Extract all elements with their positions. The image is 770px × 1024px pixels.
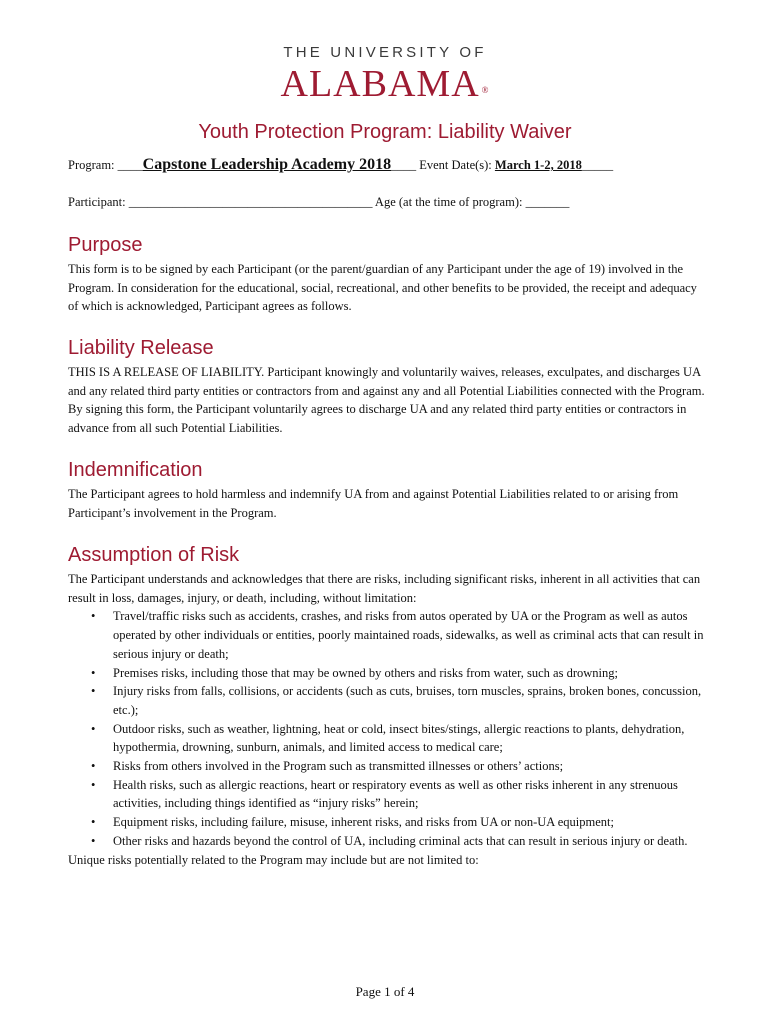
age-blank: _______ bbox=[525, 195, 570, 209]
program-label: Program: bbox=[68, 158, 118, 172]
indemnification-section bbox=[68, 458, 708, 522]
event-date-label: Event Date(s): bbox=[416, 158, 495, 172]
list-item: • Injury risks from falls, collisions, or accidents (such as cuts, bruises, torn muscles, sprains, broken bones, concussion, etc.); bbox=[113, 682, 708, 719]
age-label: Age (at the time of program): bbox=[372, 195, 526, 209]
registered-mark: ® bbox=[481, 85, 490, 95]
liability-release-heading: Liability Release bbox=[68, 337, 214, 359]
participant-blank: _______________________________________ bbox=[128, 195, 373, 209]
page-number: Page 1 of 4 bbox=[355, 984, 415, 999]
list-item: • Health risks, such as allergic reactions, heart or respiratory events as well as other risks inherent in any strenuous activities, including things identified as “injury risks” herein; bbox=[113, 776, 708, 813]
program-blank-lead: ____ bbox=[117, 158, 143, 172]
participant-line bbox=[68, 195, 569, 210]
logo-main-text: ALABAMA bbox=[280, 63, 480, 105]
indemnification-heading: Indemnification bbox=[68, 459, 203, 481]
liability-release-section bbox=[68, 336, 708, 438]
list-item: • Outdoor risks, such as weather, lightning, heat or cold, insect bites/stings, allergic reactions to plants, dehydration, hypothermia, drowning, sunburn, animals, and limited access to medical care; bbox=[113, 720, 708, 757]
risk-outro-text: Unique risks potentially related to the Program may include but are not limited to: bbox=[68, 852, 479, 867]
program-blank-trail: ____ bbox=[391, 158, 417, 172]
assumption-of-risk-section bbox=[68, 543, 708, 869]
list-item: • Travel/traffic risks such as accidents, crashes, and risks from autos operated by UA or the Program as well as autos operated by other individuals or entities, poorly maintained roads, sidewalks, as well as criminal acts that can result in serious injury or death; bbox=[113, 607, 708, 663]
list-item: • Other risks and hazards beyond the control of UA, including criminal acts that can result in serious injury or death. bbox=[113, 832, 708, 851]
purpose-text: This form is to be signed by each Participant (or the parent/guardian of any Participant under the age of 19) involved in the Program. In consideration for the educational, social, recreational, and other benefits to be provided, the receipt and adequacy of which is acknowledged, Participant agrees as follows. bbox=[68, 262, 697, 314]
purpose-heading: Purpose bbox=[68, 234, 143, 256]
purpose-section bbox=[68, 233, 708, 316]
list-item: • Equipment risks, including failure, misuse, inherent risks, and risks from UA or non-UA equipment; bbox=[113, 813, 708, 832]
program-line bbox=[68, 156, 613, 174]
assumption-of-risk-heading: Assumption of Risk bbox=[68, 544, 240, 566]
university-logo bbox=[0, 44, 770, 104]
list-item: • Risks from others involved in the Program such as transmitted illnesses or others’ actions; bbox=[113, 757, 708, 776]
liability-release-text: THIS IS A RELEASE OF LIABILITY. Participant knowingly and voluntarily waives, releases, exculpates, and discharges UA and any related third party entities or contractors from and against any and all Potential Liabilities connected with the Program. By signing this form, the Participant voluntarily agrees to discharge UA and any related third party entities or contractors in advance from all such Potential Liabilities. bbox=[68, 365, 705, 436]
program-value: Capstone Leadership Academy 2018 bbox=[142, 156, 392, 173]
event-date-value: March 1-2, 2018 bbox=[494, 158, 582, 172]
risk-list bbox=[68, 607, 708, 850]
document-title: Youth Protection Program: Liability Waiver bbox=[198, 121, 572, 143]
indemnification-text: The Participant agrees to hold harmless and indemnify UA from and against Potential Liabilities related to or arising from Participant’s involvement in the Program. bbox=[68, 487, 679, 520]
event-date-blank-trail: _____ bbox=[581, 158, 614, 172]
list-item: • Premises risks, including those that may be owned by others and risks from water, such as drowning; bbox=[113, 664, 708, 683]
logo-top-line: THE UNIVERSITY OF bbox=[283, 44, 487, 61]
participant-label: Participant: bbox=[68, 195, 129, 209]
risk-intro-text: The Participant understands and acknowledges that there are risks, including significant risks, inherent in all activities that can result in loss, damages, injury, or death, including, without limitation: bbox=[68, 572, 701, 605]
logo-wordmark bbox=[0, 64, 770, 104]
